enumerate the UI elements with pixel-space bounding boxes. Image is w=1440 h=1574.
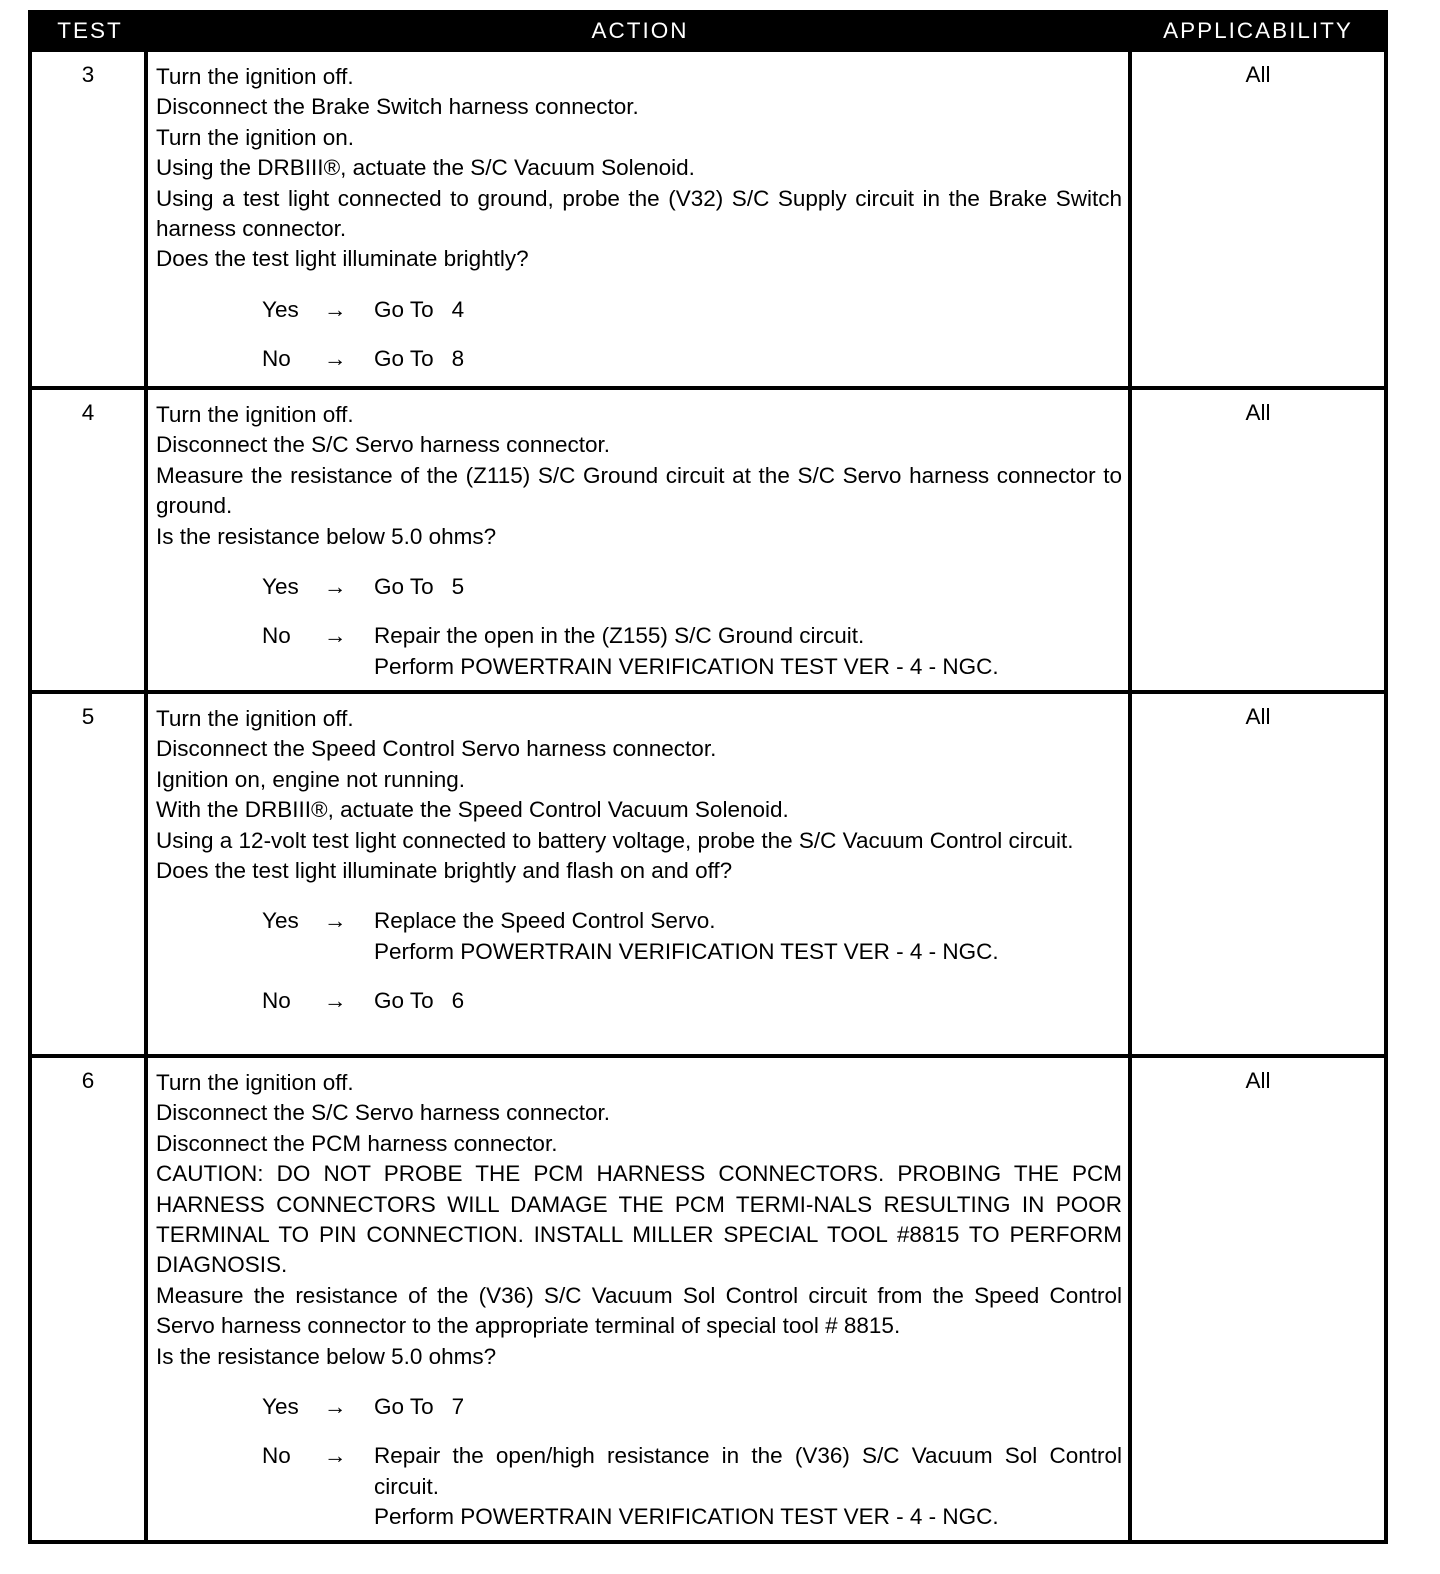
action-cell (148, 52, 1132, 386)
action-cell (148, 390, 1132, 690)
arrow-icon: → (324, 1443, 347, 1469)
result-text: Perform POWERTRAIN VERIFICATION TEST VER - 4 - NGC. (374, 653, 999, 679)
action-step: With the DRBIII®, actuate the Speed Control Vacuum Solenoid. (156, 797, 789, 823)
goto-test-number: 6 (451, 988, 465, 1014)
diagnostic-test-table (28, 10, 1388, 1544)
arrow-icon: → (324, 908, 347, 934)
no-branch (156, 344, 1122, 374)
no-result (374, 986, 1122, 1016)
action-step: Ignition on, engine not running. (156, 766, 465, 792)
result-line (374, 652, 1122, 682)
result-branches (156, 906, 1122, 1016)
table-row (32, 690, 1384, 1054)
action-step: Disconnect the Speed Control Servo harness connector. (156, 736, 717, 762)
test-number: 6 (32, 1058, 148, 1540)
result-line (374, 1502, 1122, 1532)
no-label: No (262, 623, 291, 649)
yes-result (374, 295, 1122, 325)
test-number: 3 (32, 52, 148, 386)
result-line (374, 986, 1122, 1016)
yes-branch (156, 1392, 1122, 1422)
yes-label: Yes (262, 574, 299, 600)
result-text: Replace the Speed Control Servo. (374, 908, 716, 934)
test-number: 4 (32, 390, 148, 690)
action-step: Measure the resistance of the (V36) S/C Vacuum Sol Control circuit from the Speed Control Servo harness connector to the appropriate terminal of special tool # 8815. (156, 1282, 1122, 1339)
goto-test-number: 5 (451, 574, 465, 600)
action-step: Turn the ignition off. (156, 706, 354, 731)
action-cell (148, 1058, 1132, 1540)
action-step: Disconnect the S/C Servo harness connector. (156, 1100, 610, 1126)
action-step: Turn the ignition off. (156, 64, 354, 89)
action-step: Disconnect the Brake Switch harness connector. (156, 94, 639, 120)
no-label: No (262, 988, 291, 1014)
header-action: ACTION (591, 18, 689, 43)
action-step: Does the test light illuminate brightly? (156, 246, 529, 272)
table-body (32, 52, 1384, 1540)
result-branches (156, 1392, 1122, 1533)
no-branch (156, 621, 1122, 682)
result-text: Go To (374, 346, 434, 372)
no-branch (156, 986, 1122, 1016)
action-step: CAUTION: DO NOT PROBE THE PCM HARNESS CONNECTORS. PROBING THE PCM HARNESS CONNECTORS WILL DAMAGE THE PCM TERMI-NALS RESULTING IN POOR TERMINAL TO PIN CONNECTION. INSTALL MILLER SPECIAL TOOL #8815 TO PERFORM DIAGNOSIS. (156, 1161, 1122, 1278)
yes-result (374, 1392, 1122, 1422)
result-text: Go To (374, 988, 434, 1014)
table-row (32, 1054, 1384, 1540)
result-branches (156, 295, 1122, 375)
result-text: Go To (374, 574, 434, 600)
action-step: Disconnect the S/C Servo harness connector. (156, 432, 610, 458)
test-number: 5 (32, 694, 148, 1054)
arrow-icon: → (324, 988, 347, 1014)
goto-test-number: 4 (451, 296, 465, 322)
action-step: Measure the resistance of the (Z115) S/C Ground circuit at the S/C Servo harness connector to ground. (156, 462, 1122, 519)
goto-test-number: 7 (451, 1394, 465, 1420)
no-result (374, 344, 1122, 374)
yes-result (374, 906, 1122, 967)
applicability-value: All (1245, 400, 1271, 425)
action-step: Turn the ignition off. (156, 1070, 354, 1095)
action-step: Using the DRBIII®, actuate the S/C Vacuum Solenoid. (156, 155, 695, 181)
action-cell (148, 694, 1132, 1054)
table-header (32, 10, 1384, 52)
table-row (32, 52, 1384, 386)
result-line (374, 1392, 1122, 1422)
header-applicability: APPLICABILITY (1163, 18, 1353, 43)
no-result (374, 621, 1122, 682)
goto-test-number: 8 (451, 346, 465, 372)
result-line (374, 1441, 1122, 1502)
arrow-icon: → (324, 574, 347, 600)
result-line (374, 572, 1122, 602)
no-label: No (262, 346, 291, 372)
result-line (374, 621, 1122, 651)
yes-label: Yes (262, 296, 299, 322)
result-line (374, 295, 1122, 325)
yes-label: Yes (262, 1394, 299, 1420)
action-step: Disconnect the PCM harness connector. (156, 1130, 558, 1156)
applicability-value: All (1245, 704, 1271, 729)
yes-branch (156, 295, 1122, 325)
action-step: Is the resistance below 5.0 ohms? (156, 1343, 497, 1369)
result-text: Go To (374, 1394, 434, 1420)
no-label: No (262, 1443, 291, 1469)
arrow-icon: → (324, 346, 347, 372)
action-step: Does the test light illuminate brightly and flash on and off? (156, 858, 733, 884)
yes-branch (156, 572, 1122, 602)
no-branch (156, 1441, 1122, 1532)
result-text: Repair the open in the (Z155) S/C Ground circuit. (374, 623, 865, 649)
yes-label: Yes (262, 908, 299, 934)
action-step: Turn the ignition off. (156, 402, 354, 427)
action-step: Using a 12-volt test light connected to battery voltage, probe the S/C Vacuum Control circuit. (156, 827, 1074, 853)
arrow-icon: → (324, 623, 347, 649)
result-text: Repair the open/high resistance in the (V36) S/C Vacuum Sol Control circuit. (374, 1443, 1122, 1499)
no-result (374, 1441, 1122, 1532)
arrow-icon: → (324, 296, 347, 322)
header-test: TEST (57, 18, 123, 43)
applicability-value: All (1245, 1068, 1271, 1093)
yes-result (374, 572, 1122, 602)
result-line (374, 344, 1122, 374)
applicability-value: All (1245, 62, 1271, 87)
action-step: Turn the ignition on. (156, 124, 355, 150)
result-text: Perform POWERTRAIN VERIFICATION TEST VER - 4 - NGC. (374, 1504, 999, 1530)
action-step: Is the resistance below 5.0 ohms? (156, 523, 497, 549)
result-line (374, 906, 1122, 936)
result-line (374, 937, 1122, 967)
result-text: Go To (374, 296, 434, 322)
yes-branch (156, 906, 1122, 967)
result-text: Perform POWERTRAIN VERIFICATION TEST VER - 4 - NGC. (374, 938, 999, 964)
action-step: Using a test light connected to ground, probe the (V32) S/C Supply circuit in the Brake Switch harness connector. (156, 185, 1122, 242)
result-branches (156, 572, 1122, 682)
arrow-icon: → (324, 1394, 347, 1420)
table-row (32, 386, 1384, 690)
